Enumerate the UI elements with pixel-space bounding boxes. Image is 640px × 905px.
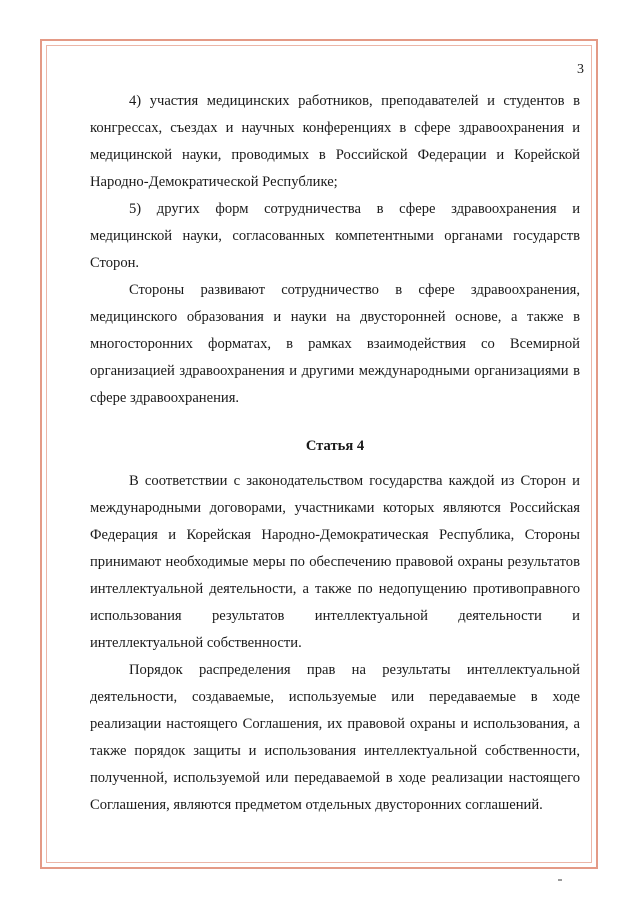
list-item-4: 4) участия медицинских работников, преподавателей и студентов в конгрессах, съездах и научных конференциях в сфере здравоохранения и медицинской науки, проводимых в Российской Федерации и Корейской Народно-Демократической Республике;: [90, 93, 580, 190]
scan-mark: [558, 879, 562, 881]
paragraph-cooperation: Стороны развивают сотрудничество в сфере здравоохранения, медицинского образования и науки на двусторонней основе, а также в многосторонних форматах, в рамках взаимодействия со Всемирной организацией здравоохранения и другими международными организациями в сфере здравоохранения.: [90, 282, 580, 406]
list-item-5: 5) других форм сотрудничества в сфере здравоохранения и медицинской науки, согласованных компетентными органами государств Сторон.: [90, 201, 580, 271]
article-paragraph-1: В соответствии с законодательством государства каждой из Сторон и международными договорами, участниками которых являются Российская Федерация и Корейская Народно-Демократическая Республика, Стороны принимают необходимые меры по обеспечению правовой охраны результатов интеллектуальной деятельности, а также по недопущению противоправного использования результатов интеллектуальной деятельности и интеллектуальной собственности.: [90, 473, 580, 651]
page-number: 3: [577, 62, 584, 77]
article-heading: Статья 4: [305, 438, 365, 454]
article-paragraph-2: Порядок распределения прав на результаты интеллектуальной деятельности, создаваемые, используемые или передаваемые в ходе реализации настоящего Соглашения, их правовой охраны и использования, а также порядок защиты и использования интеллектуальной собственности, полученной, используемой или передаваемой в ходе реализации настоящего Соглашения, являются предметом отдельных двусторонних соглашений.: [90, 662, 580, 813]
document-body: [90, 88, 580, 819]
